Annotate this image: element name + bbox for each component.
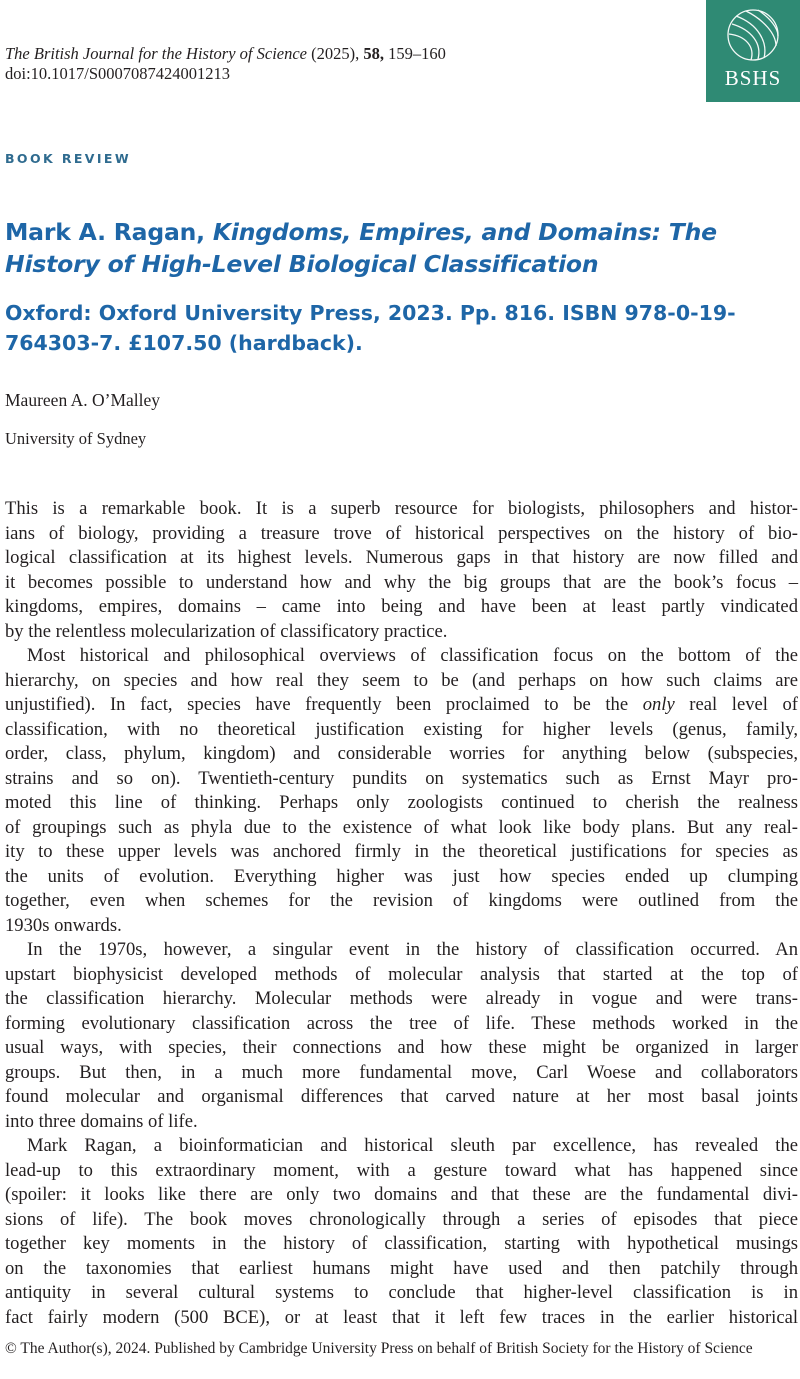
text-line: fact fairly modern (500 BCE), or at least that it left few traces in the earlier historical [5,1306,798,1328]
text-line: moted this line of thinking. Perhaps only zoologists continued to cherish the realness [5,792,798,813]
text-line: forming evolutionary classification across the tree of life. These methods worked in the [5,1012,798,1034]
journal-volume: 58, [363,44,385,63]
paragraph-3 [5,938,798,1134]
journal-pages: 159–160 [388,44,446,63]
article-title [5,216,795,280]
text-line: the units of evolution. Everything higher was just how species ended up clumping [5,865,798,887]
text-line: groups. But then, in a much more fundamental move, Carl Woese and collaborators [5,1061,798,1083]
emphasis-only: only [642,694,675,715]
text-line: Most historical and philosophical overviews of classification focus on the bottom of the [27,645,798,666]
text-line: it becomes possible to understand how and why the big groups that are the book’s focus – [5,571,798,593]
reviewer-affiliation: University of Sydney [5,429,147,448]
journal-year: (2025), [311,44,360,63]
text-line: of groupings such as phyla due to the existence of what look like body plans. But any real- [5,816,798,838]
text-line: ity to these upper levels was anchored firmly in the theoretical justifications for species as [5,841,798,862]
text-line: logical classification at its highest levels. Numerous gaps in that history are now filled and [5,547,798,568]
text-line: 1930s onwards. [5,914,122,936]
reviewer-name: Maureen A. O’Malley [5,390,161,410]
text-line: classification, with no theoretical justification existing for higher levels (genus, family, [5,718,798,740]
text-line: order, class, phylum, kingdom) and considerable worries for anything below (subspecies, [5,743,798,764]
text-line: In the 1970s, however, a singular event in the history of classification occurred. An [27,939,798,960]
paragraph-1 [5,497,798,644]
bshs-logo [706,0,800,102]
text-line: This is a remarkable book. It is a superb resource for biologists, philosophers and histor- [5,498,798,519]
text-line: the classification hierarchy. Molecular methods were already in vogue and were trans- [5,988,798,1009]
text-line: hierarchy, on species and how real they seem to be (and perhaps on how such claims are [5,669,798,691]
text-line: (spoiler: it looks like there are only two domains and that these are the fundamental divi- [5,1184,798,1205]
text-line: unjustified). In fact, species have frequently been proclaimed to be the only real level of [5,694,799,715]
logo-text: BSHS [724,66,782,90]
title-author: Mark A. Ragan, [5,218,205,246]
journal-citation [5,44,446,64]
title-book-line1: Kingdoms, Empires, and Domains: The [212,218,717,246]
publication-line1: Oxford: Oxford University Press, 2023. Pp. 816. ISBN 978-0-19- [5,301,736,325]
text-line: together key moments in the history of classification, starting with hypothetical musings [5,1233,798,1254]
text-line: into three domains of life. [5,1110,198,1132]
text-line: kingdoms, empires, domains – came into being and have been at least partly vindicated [5,596,798,617]
copyright-footer: © The Author(s), 2024. Published by Cambridge University Press on behalf of British Society for the History of Science [5,1340,753,1357]
text-line: ians of biology, providing a treasure trove of historical perspectives on the history of bio- [5,522,798,544]
text-line: found molecular and organismal differences that carved nature at her most basal joints [5,1086,798,1107]
text-line: Mark Ragan, a bioinformatician and historical sleuth par excellence, has revealed the [27,1135,798,1156]
paragraph-4 [5,1134,798,1330]
text-line: together, even when schemes for the revision of kingdoms were outlined from the [5,890,798,911]
publication-info [5,298,795,358]
text-line: upstart biophysicist developed methods of molecular analysis that started at the top of [5,963,798,985]
text-line: by the relentless molecularization of classificatory practice. [5,620,448,642]
section-label: BOOK REVIEW [5,151,132,166]
paragraph-2 [5,644,798,938]
text-line: strains and so on). Twentieth-century pundits on systematics such as Ernst Mayr pro- [5,767,798,789]
text-line: on the taxonomies that earliest humans might have used and then patchily through [5,1257,798,1279]
title-book-line2: History of High-Level Biological Classification [5,250,599,278]
review-body [5,497,798,1330]
publication-line2: 764303-7. £107.50 (hardback). [5,331,363,355]
doi[interactable]: doi:10.1017/S0007087424001213 [5,64,231,83]
text-line: usual ways, with species, their connections and how these might be organized in larger [5,1037,798,1058]
text-line: lead-up to this extraordinary moment, with a gesture toward what has happened since [5,1159,798,1181]
text-line: antiquity in several cultural systems to conclude that higher-level classification is in [5,1282,798,1303]
journal-name: The British Journal for the History of Science [5,44,308,63]
text-line: sions of life). The book moves chronologically through a series of episodes that piece [5,1208,798,1230]
globe-icon [706,0,800,70]
